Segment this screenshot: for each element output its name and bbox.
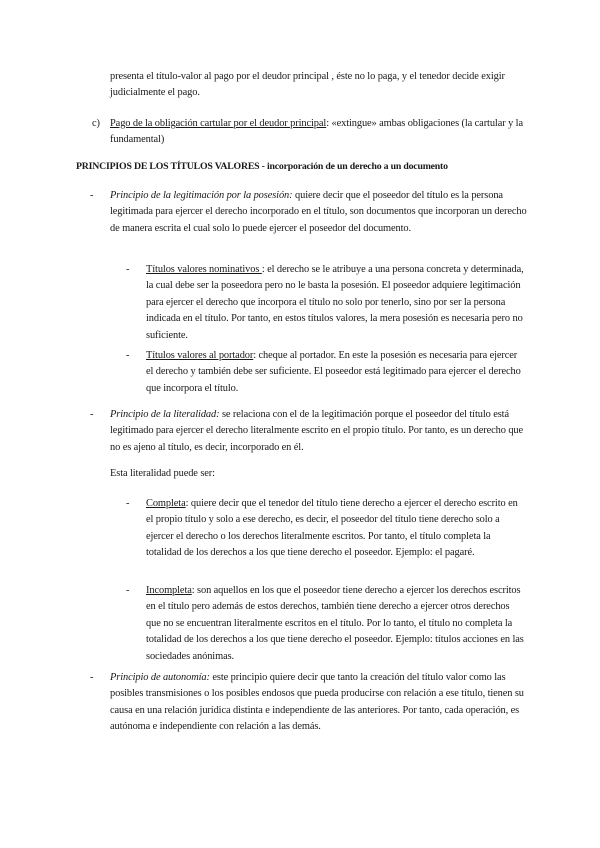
dash-marker: - (90, 190, 94, 201)
dash-marker: - (126, 585, 130, 596)
sub-item-body (146, 583, 526, 665)
section-heading: PRINCIPIOS DE LOS TÍTULOS VALORES - incorporación de un derecho a un documento (76, 161, 448, 172)
sub-item-title: Completa (146, 498, 186, 509)
dash-marker: - (126, 350, 130, 361)
item-title: Pago de la obligación cartular por el deudor principal (110, 118, 327, 129)
principle-text: quiere decir que el poseedor del título es la persona legitimada para ejercer el derecho incorporado en el título, son documentos que incorporan un derecho de manera escrita el cual solo lo puede ejercer el poseedor del documento. (110, 190, 527, 234)
dash-marker: - (126, 498, 130, 509)
intro-paragraph: presenta el título-valor al pago por el deudor principal , éste no lo paga, y el tenedor decide exigir judicialmente el pago. (110, 71, 505, 99)
sub-item-body (146, 262, 526, 344)
principle-body (110, 670, 530, 736)
literalidad-intro: Esta literalidad puede ser: (110, 468, 215, 479)
principle-title: Principio de autonomía: (110, 672, 210, 683)
principle-body (110, 188, 530, 237)
list-marker: c) (92, 118, 100, 129)
item-text: : «extingue» ambas obligaciones (la cartular y la fundamental) (110, 118, 523, 146)
principle-text: se relaciona con el de la legitimación porque el poseedor del título está legitimado para ejercer el derecho literalmente escrito en el propio título. Por tanto, es un derecho que no es ajeno al título, es decir, incorporado en él. (110, 409, 524, 453)
sub-item-body (146, 496, 526, 562)
principle-text: este principio quiere decir que tanto la creación del título valor como las posibles transmisiones o los posibles endosos que pueda producirse con relación a ese título, tienen su causa en una relación jurídica distinta e independiente de las anteriores. Por tanto, cada operación, es autónoma e independiente con relación a las demás. (110, 672, 524, 733)
dash-marker: - (90, 672, 94, 683)
sub-item-text: : el derecho se le atribuye a una persona concreta y determinada, la cual debe ser la poseedora pero no le basta la posesión. El poseedor adquiere legitimación para ejercer el derecho que incorpora el título no solo por tenerlo, sino por ser la persona indicada en el título. Por tanto, en estos títulos valores, la mera posesión es necesaria pero no suficiente. (146, 264, 524, 341)
dash-marker: - (126, 264, 130, 275)
dash-marker: - (90, 409, 94, 420)
sub-item-text: : quiere decir que el tenedor del título tiene derecho a ejercer el derecho escrito en el propio título y solo a ese derecho, es decir, el poseedor del título tiene derecho solo a ejercer el derecho o los derechos literalmente escritos. Por tanto, el título completa la totalidad de los derechos a los que tiene derecho el poseedor. Ejemplo: el pagaré. (146, 498, 518, 559)
sub-item-text: : son aquellos en los que el poseedor tiene derecho a ejercer los derechos escritos en el título pero además de estos derechos, también tiene derecho a ejercer otros derechos que no se encuentran literalmente escritos en el título. Por lo tanto, el título no completa la totalidad de los derechos a los que tiene derecho el poseedor. Ejemplo: títulos acciones en las sociedades anónimas. (146, 585, 524, 662)
sub-item-title: Títulos valores al portador (146, 350, 254, 361)
sub-item-text: : cheque al portador. En este la posesión es necesaria para ejercer el derecho y también debe ser suficiente. El poseedor está legitimado para ejercer el derecho que incorpora el título. (146, 350, 521, 394)
principle-title: Principio de la literalidad: (110, 409, 220, 420)
list-item-body (110, 116, 530, 149)
principle-title: Principio de la legitimación por la posesión: (110, 190, 293, 201)
sub-item-title: Títulos valores nominativos (146, 264, 262, 275)
sub-item-body (146, 348, 526, 397)
principle-body (110, 407, 530, 456)
sub-item-title: Incompleta (146, 585, 192, 596)
